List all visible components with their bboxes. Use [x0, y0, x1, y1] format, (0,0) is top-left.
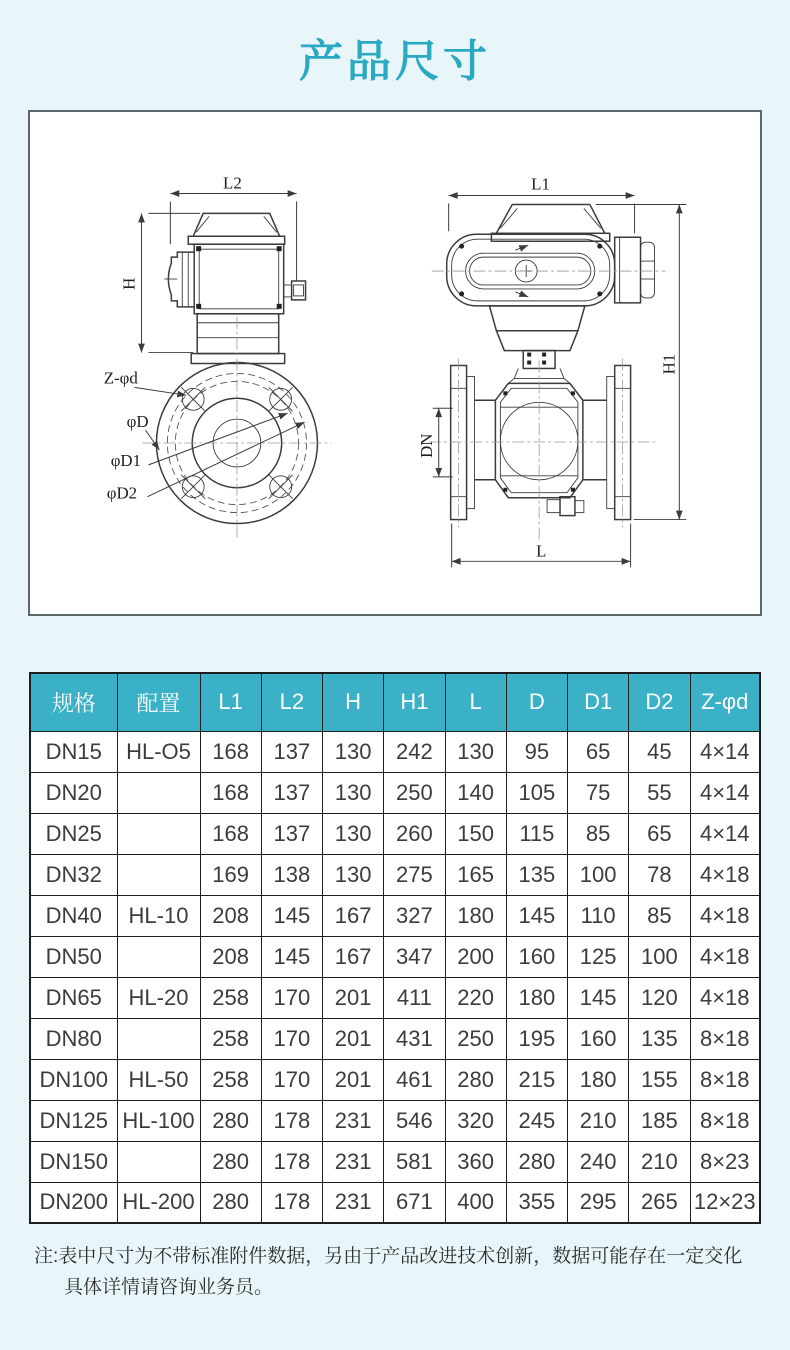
table-cell: 400	[445, 1182, 506, 1223]
table-row	[30, 1141, 760, 1182]
table-cell: 100	[629, 936, 690, 977]
footnote	[34, 1241, 790, 1304]
table-cell: 210	[568, 1100, 629, 1141]
table-row	[30, 854, 760, 895]
table-cell: 178	[261, 1141, 322, 1182]
table-cell: 280	[506, 1141, 567, 1182]
table-cell: 168	[200, 731, 261, 772]
table-cell: DN200	[30, 1182, 117, 1223]
table-cell: 8×18	[690, 1100, 760, 1141]
table-cell: 360	[445, 1141, 506, 1182]
table-cell: 546	[384, 1100, 445, 1141]
table-cell: 145	[261, 895, 322, 936]
dimensions-table-head	[30, 673, 760, 731]
table-cell: 138	[261, 854, 322, 895]
table-row	[30, 1182, 760, 1223]
table-cell: 169	[200, 854, 261, 895]
table-cell: 100	[568, 854, 629, 895]
table-cell: 4×18	[690, 854, 760, 895]
table-cell: 178	[261, 1182, 322, 1223]
table-cell: 130	[323, 854, 384, 895]
table-cell	[117, 1141, 200, 1182]
table-cell	[117, 1018, 200, 1059]
table-cell: 320	[445, 1100, 506, 1141]
table-cell: 115	[506, 813, 567, 854]
table-cell	[117, 854, 200, 895]
table-cell: 178	[261, 1100, 322, 1141]
dim-label-phi-d1: φD1	[110, 450, 142, 470]
table-cell: 347	[384, 936, 445, 977]
table-cell: 250	[384, 772, 445, 813]
table-cell: 125	[568, 936, 629, 977]
table-cell: 78	[629, 854, 690, 895]
column-header: H	[323, 673, 384, 731]
table-cell: 4×14	[690, 813, 760, 854]
side-view	[417, 175, 686, 568]
table-cell: 4×14	[690, 772, 760, 813]
table-cell: 8×23	[690, 1141, 760, 1182]
table-cell: 150	[445, 813, 506, 854]
dim-label-dn: DN	[416, 433, 436, 458]
table-cell: 180	[568, 1059, 629, 1100]
column-header: D	[506, 673, 567, 731]
table-cell: 258	[200, 1018, 261, 1059]
table-cell: 231	[323, 1182, 384, 1223]
table-cell: 275	[384, 854, 445, 895]
table-cell: 180	[445, 895, 506, 936]
column-header: Z-φd	[690, 673, 760, 731]
dim-label-phi-d2: φD2	[106, 483, 138, 503]
table-cell: 231	[323, 1100, 384, 1141]
table-cell: 168	[200, 813, 261, 854]
table-row	[30, 1100, 760, 1141]
table-cell: 220	[445, 977, 506, 1018]
table-cell: DN65	[30, 977, 117, 1018]
table-cell: 167	[323, 895, 384, 936]
table-cell: 245	[506, 1100, 567, 1141]
table-cell: 160	[568, 1018, 629, 1059]
table-cell: 110	[568, 895, 629, 936]
column-header: 配置	[117, 673, 200, 731]
table-cell: 137	[261, 813, 322, 854]
table-cell: 231	[323, 1141, 384, 1182]
column-header: L1	[200, 673, 261, 731]
table-cell: 12×23	[690, 1182, 760, 1223]
dim-label-l2: L2	[223, 173, 242, 193]
table-row	[30, 772, 760, 813]
table-cell: DN50	[30, 936, 117, 977]
table-cell: 130	[323, 772, 384, 813]
table-cell: 95	[506, 731, 567, 772]
table-cell: 258	[200, 1059, 261, 1100]
table-cell: 201	[323, 977, 384, 1018]
table-cell: 295	[568, 1182, 629, 1223]
table-cell: 135	[506, 854, 567, 895]
table-cell: 250	[445, 1018, 506, 1059]
table-cell: 75	[568, 772, 629, 813]
table-cell: 185	[629, 1100, 690, 1141]
table-cell: 137	[261, 731, 322, 772]
table-cell: 280	[200, 1141, 261, 1182]
table-cell: DN32	[30, 854, 117, 895]
table-cell: 180	[506, 977, 567, 1018]
table-cell: DN15	[30, 731, 117, 772]
column-header: D2	[629, 673, 690, 731]
column-header: L	[445, 673, 506, 731]
table-cell: DN150	[30, 1141, 117, 1182]
table-cell: DN80	[30, 1018, 117, 1059]
table-cell: 327	[384, 895, 445, 936]
table-cell: 280	[200, 1182, 261, 1223]
table-cell: 260	[384, 813, 445, 854]
footnote-line-2: 具体详情请咨询业务员。	[64, 1277, 274, 1299]
table-row	[30, 731, 760, 772]
table-cell: 65	[568, 731, 629, 772]
table-cell: 242	[384, 731, 445, 772]
table-cell: DN40	[30, 895, 117, 936]
column-header: D1	[568, 673, 629, 731]
table-cell: 137	[261, 772, 322, 813]
table-row	[30, 936, 760, 977]
table-cell	[117, 936, 200, 977]
table-cell: 160	[506, 936, 567, 977]
table-cell: 208	[200, 936, 261, 977]
header-row	[30, 673, 760, 731]
table-row	[30, 977, 760, 1018]
table-cell: 201	[323, 1059, 384, 1100]
table-row	[30, 1059, 760, 1100]
table-cell: 8×18	[690, 1059, 760, 1100]
table-cell: DN25	[30, 813, 117, 854]
table-cell: 4×18	[690, 936, 760, 977]
dimensions-table	[29, 672, 761, 1224]
table-cell: 411	[384, 977, 445, 1018]
table-cell: HL-200	[117, 1182, 200, 1223]
table-cell: 240	[568, 1141, 629, 1182]
table-cell: 200	[445, 936, 506, 977]
table-cell: 4×18	[690, 895, 760, 936]
column-header: H1	[384, 673, 445, 731]
table-cell: 45	[629, 731, 690, 772]
table-cell: 165	[445, 854, 506, 895]
table-cell: 355	[506, 1182, 567, 1223]
table-cell: 4×14	[690, 731, 760, 772]
table-cell: 671	[384, 1182, 445, 1223]
table-row	[30, 895, 760, 936]
dim-label-h1: H1	[659, 353, 679, 375]
page-title: 产品尺寸	[299, 37, 491, 86]
table-cell: 170	[261, 977, 322, 1018]
table-cell: 201	[323, 1018, 384, 1059]
table-cell: 140	[445, 772, 506, 813]
table-cell: 168	[200, 772, 261, 813]
table-cell: 258	[200, 977, 261, 1018]
table-cell	[117, 772, 200, 813]
table-cell: 280	[200, 1100, 261, 1141]
column-header: 规格	[30, 673, 117, 731]
table-cell: 167	[323, 936, 384, 977]
table-cell: 461	[384, 1059, 445, 1100]
column-header: L2	[261, 673, 322, 731]
table-cell: 431	[384, 1018, 445, 1059]
dim-label-phi-d: φD	[126, 412, 149, 432]
table-cell: 120	[629, 977, 690, 1018]
table-cell: 8×18	[690, 1018, 760, 1059]
table-cell: HL-50	[117, 1059, 200, 1100]
table-cell: 145	[506, 895, 567, 936]
table-cell: 130	[323, 813, 384, 854]
table-cell: 280	[445, 1059, 506, 1100]
table-cell: 170	[261, 1018, 322, 1059]
dimension-drawing-panel	[28, 110, 762, 616]
table-cell: DN100	[30, 1059, 117, 1100]
table-row	[30, 1018, 760, 1059]
table-cell: DN20	[30, 772, 117, 813]
table-cell: 145	[261, 936, 322, 977]
table-cell: 105	[506, 772, 567, 813]
valve-technical-drawing	[30, 112, 760, 614]
table-cell: HL-O5	[117, 731, 200, 772]
front-view	[104, 174, 332, 540]
table-cell: 85	[629, 895, 690, 936]
table-cell: 145	[568, 977, 629, 1018]
table-cell: 581	[384, 1141, 445, 1182]
table-cell: 4×18	[690, 977, 760, 1018]
table-cell: 170	[261, 1059, 322, 1100]
table-cell: 155	[629, 1059, 690, 1100]
dim-label-l: L	[536, 541, 547, 561]
table-cell: DN125	[30, 1100, 117, 1141]
table-cell: 130	[445, 731, 506, 772]
table-cell: 195	[506, 1018, 567, 1059]
table-row	[30, 813, 760, 854]
dim-label-h: H	[119, 277, 139, 290]
table-cell: 135	[629, 1018, 690, 1059]
table-cell: HL-20	[117, 977, 200, 1018]
table-cell: 85	[568, 813, 629, 854]
table-cell: 210	[629, 1141, 690, 1182]
table-cell: 208	[200, 895, 261, 936]
table-cell: HL-10	[117, 895, 200, 936]
table-cell: 55	[629, 772, 690, 813]
table-cell: 130	[323, 731, 384, 772]
table-cell: HL-100	[117, 1100, 200, 1141]
dim-label-l1: L1	[531, 174, 550, 194]
table-cell	[117, 813, 200, 854]
table-cell: 65	[629, 813, 690, 854]
dimensions-table-body	[30, 731, 760, 1223]
table-cell: 265	[629, 1182, 690, 1223]
dim-label-z-phi-d: Z-φd	[103, 368, 138, 388]
table-cell: 215	[506, 1059, 567, 1100]
footnote-line-1: 注:表中尺寸为不带标准附件数据，另由于产品改进技术创新，数据可能存在一定交化	[34, 1246, 743, 1267]
